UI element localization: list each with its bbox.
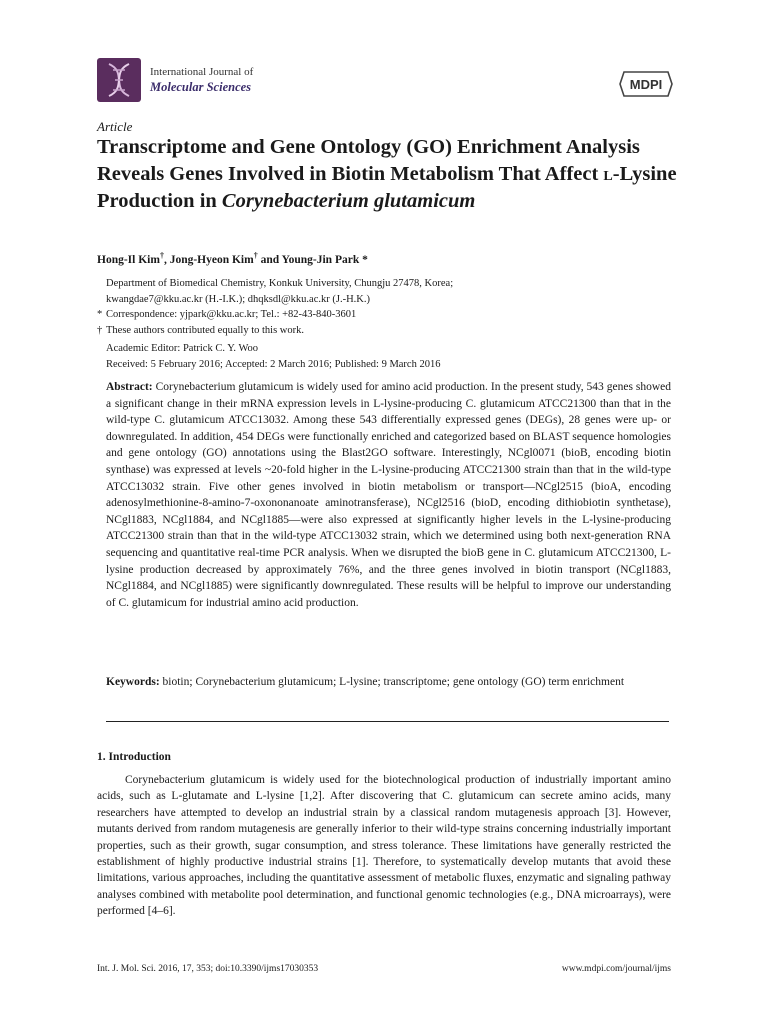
- abstract: [106, 379, 671, 611]
- author-name: Jong-Hyeon Kim: [169, 253, 254, 266]
- correspondence: Correspondence: yjpark@kku.ac.kr; Tel.: +82-43-840-3601: [106, 309, 357, 320]
- publisher-name: MDPI: [629, 77, 663, 92]
- abstract-text: Corynebacterium glutamicum is widely used for amino acid production. In the present study, 543 genes showed a significant change in their mRNA expression levels in L-lysine-producing C. glutamicum ATCC21300 than that in the wild-type C. glutamicum ATCC13032. Among these 543 differentially expressed genes (DEGs), 28 genes were up- or downregulated. In addition, 454 DEGs were functionally enriched and categorized based on BLAST sequence homologies and gene ontology (GO) annotations using the Blast2GO software. Interestingly, NCgl0071 (bioB, encoding biotin synthase) was expressed at levels ~20-fold higher in the L-lysine-producing ATCC21300 strain than that in the wild-type ATCC13032 strain. Five other genes involved in biotin metabolism or transport—NCgl2515 (bioA, encoding adenosylmethionine-8-amino-7-oxononanoate aminotransferase), NCgl2516 (bioD, encoding dithiobiotin synthetase), NCgl1883, NCgl1884, and NCgl1885—were also expressed at significantly higher levels in the L-lysine-producing ATCC21300 strain than that in the wild-type ATCC13032 strain, which we determined using both next-generation RNA sequencing and quantitative real-time PCR analysis. When we disrupted the bioB gene in C. glutamicum ATCC21300, L-lysine production decreased by approximately 76%, and the three genes involved in biotin transport (NCgl1883, NCgl1884, and NCgl1885) were significantly downregulated. These results will be helpful to improve our understanding of C. glutamicum for industrial amino acid production.: [106, 381, 671, 609]
- footer-url[interactable]: www.mdpi.com/journal/ijms: [561, 964, 671, 974]
- journal-name-line2: Molecular Sciences: [150, 80, 252, 94]
- section-heading: 1. Introduction: [97, 751, 171, 763]
- journal-logo: [97, 58, 141, 102]
- affiliation: Department of Biomedical Chemistry, Konkuk University, Chungju 27478, Korea; kwangdae7@kku.ac.kr (H.-I.K.); dhqksdl@kku.ac.kr (J.-H.K.) * Correspondence: yjpark@kku.ac.kr; Tel.: +82-43-840-3601 † These authors contributed equally to this work.: [97, 278, 454, 336]
- author-list: Hong-Il Kim†, Jong-Hyeon Kim† and Young-Jin Park *: [97, 251, 368, 266]
- keywords-label: Keywords:: [106, 676, 160, 688]
- abstract-label: Abstract:: [106, 381, 153, 393]
- publication-dates: Received: 5 February 2016; Accepted: 2 March 2016; Published: 9 March 2016: [106, 359, 441, 370]
- article-type: Article: [97, 119, 133, 134]
- author-name: Young-Jin Park: [281, 253, 360, 266]
- paper-title: Transcriptome and Gene Ontology (GO) Enrichment Analysis Reveals Genes Involved in Biotin Metabolism That Affect l-Lysine Production in Corynebacterium glutamicum: [97, 136, 677, 212]
- keywords: [106, 674, 671, 691]
- dna-helix-icon: [97, 58, 141, 102]
- keywords-text: biotin; Corynebacterium glutamicum; L-lysine; transcriptome; gene ontology (GO) term enrichment: [159, 676, 625, 688]
- academic-editor: Academic Editor: Patrick C. Y. Woo: [106, 343, 259, 354]
- editorial-info: [106, 341, 440, 373]
- intro-paragraph: Corynebacterium glutamicum is widely used for the biotechnological production of industrially important amino acids, such as L-glutamate and L-lysine [1,2]. After discovering that C. glutamicum can secrete amino acids, many researchers have attempted to develop an industrial strain by a classical random mutagenesis approach [3]. However, mutants derived from random mutagenesis are generally inferior to their wild-type strains concerning industrially important properties, such as their growth, sugar consumption, and stress tolerance. These limitations have generally restricted the establishment of highly productive industrial strains [1]. Therefore, to systematically develop mutants that avoid these limitations, various approaches, including the quantitative assessment of metabolic fluxes, enzymatic and signaling pathway analyses combined with metabolite pool determination, and functional genomic technologies (e.g., DNA microarrays), were performed [4–6].: [97, 774, 671, 918]
- equal-contribution-note: These authors contributed equally to this work.: [106, 324, 304, 336]
- author-name: Hong-Il Kim: [97, 253, 160, 266]
- mdpi-logo: [618, 70, 674, 103]
- section-divider: [106, 721, 669, 722]
- footer-citation: Int. J. Mol. Sci. 2016, 17, 353; doi:10.3390/ijms17030353: [97, 964, 319, 974]
- journal-name-line1: International Journal of: [150, 66, 254, 78]
